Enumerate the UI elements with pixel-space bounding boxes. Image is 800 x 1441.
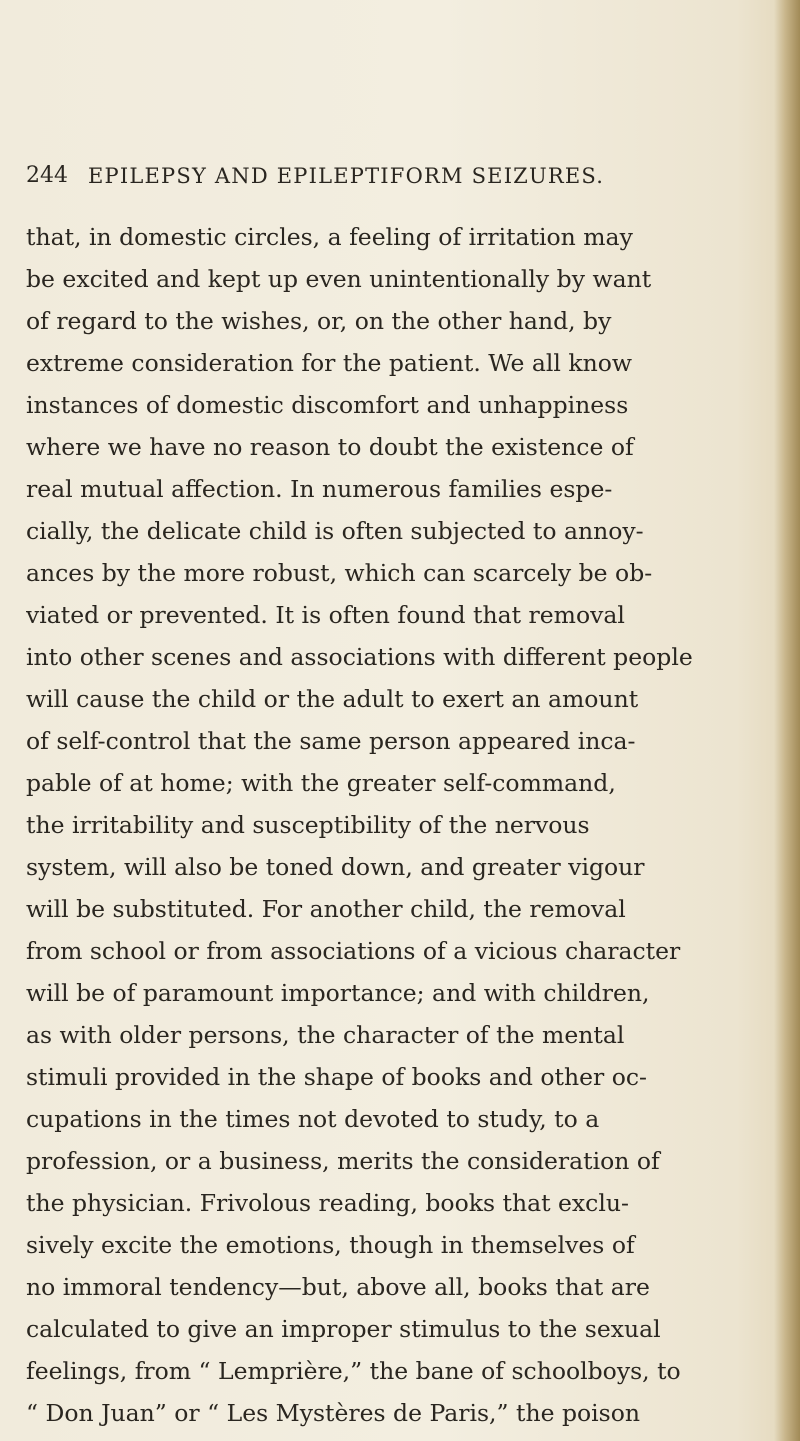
text-line: pable of at home; with the greater self-command, (26, 769, 616, 797)
text-line: of self-control that the same person appeared inca- (26, 727, 636, 755)
text-line: the irritability and susceptibility of the nervous (26, 811, 590, 839)
text-line: the physician. Frivolous reading, books that exclu- (26, 1189, 629, 1217)
text-line: cupations in the times not devoted to study, to a (26, 1105, 600, 1133)
text-line: viated or prevented. It is often found that removal (26, 601, 625, 629)
text-line: extreme consideration for the patient. We all know (26, 349, 633, 377)
text-line: no immoral tendency—but, above all, books that are (26, 1273, 650, 1301)
text-line: be excited and kept up even unintentionally by want (26, 265, 652, 293)
text-line: calculated to give an improper stimulus to the sexual (26, 1315, 661, 1343)
text-line: stimuli provided in the shape of books and other oc- (26, 1063, 647, 1091)
text-line: as with older persons, the character of the mental (26, 1021, 625, 1049)
text-line: system, will also be toned down, and greater vigour (26, 853, 645, 881)
text-line: sively excite the emotions, though in themselves of (26, 1231, 635, 1259)
text-line: profession, or a business, merits the consideration of (26, 1147, 660, 1175)
running-head-title: EPILEPSY AND EPILEPTIFORM SEIZURES. (88, 164, 605, 188)
text-line: feelings, from “ Lemprière,” the bane of schoolboys, to (26, 1357, 681, 1385)
text-line: into other scenes and associations with different people (26, 643, 693, 671)
text-line: of regard to the wishes, or, on the other hand, by (26, 307, 612, 335)
text-line: where we have no reason to doubt the existence of (26, 433, 634, 461)
text-line: will be of paramount importance; and with children, (26, 979, 650, 1007)
text-line: instances of domestic discomfort and unhappiness (26, 391, 629, 419)
running-head (26, 163, 726, 193)
text-line: will cause the child or the adult to exert an amount (26, 685, 639, 713)
body-text (26, 216, 756, 1434)
text-line: will be substituted. For another child, the removal (26, 895, 626, 923)
text-line: ances by the more robust, which can scarcely be ob- (26, 559, 653, 587)
page-edge-shadow (774, 0, 800, 1441)
text-line: cially, the delicate child is often subjected to annoy- (26, 517, 644, 545)
text-line: real mutual affection. In numerous families espe- (26, 475, 613, 503)
page-number: 244 (26, 163, 68, 188)
text-line: from school or from associations of a vicious character (26, 937, 681, 965)
text-line: “ Don Juan” or “ Les Mystères de Paris,” the poison (26, 1399, 641, 1427)
text-line: that, in domestic circles, a feeling of irritation may (26, 223, 633, 251)
